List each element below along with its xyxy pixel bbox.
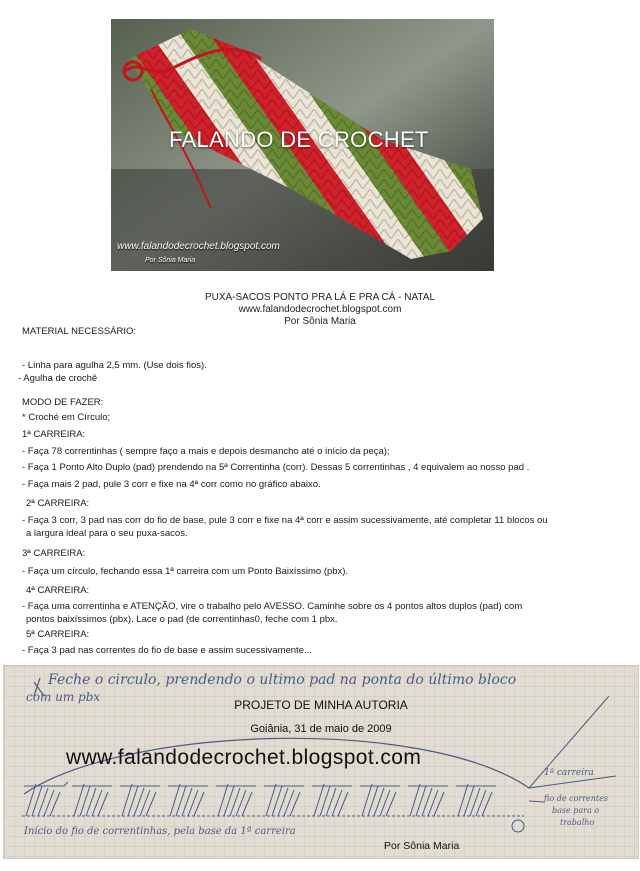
handwritten-note-top2: com um pbx	[26, 690, 101, 704]
material-item: - Agulha de crochê	[18, 373, 98, 384]
handwritten-note-bottom: Início do fio de correntinhas, pela base da 1ª carreira	[24, 826, 296, 837]
photo-url-watermark: www.falandodecrochet.blogspot.com	[117, 241, 280, 252]
handwritten-note-top: Feche o circulo, prendendo o ultimo pad na ponta do último bloco	[48, 672, 517, 688]
photo-brand-watermark: FALANDO DE CROCHET	[169, 127, 429, 152]
date-label: Goiânia, 31 de maio de 2009	[250, 723, 392, 735]
handwritten-note-right3: base para o	[552, 806, 600, 815]
row-1-line: - Faça 1 Ponto Alto Duplo (pad) prendendo na 5ª Correntinha (corr). Dessas 5 correntinhas , 4 equivalem ao nosso pad .	[22, 462, 530, 473]
handwritten-note-right2: fio de correntes	[544, 794, 608, 803]
material-heading: MATERIAL NECESSÁRIO:	[22, 326, 137, 337]
row-3-title: 3ª CARREIRA:	[22, 548, 86, 559]
project-label: PROJETO DE MINHA AUTORIA	[234, 698, 408, 712]
row-1-title: 1ª CARREIRA:	[22, 429, 86, 440]
row-4-title: 4ª CARREIRA:	[26, 585, 90, 596]
row-5-title: 5ª CARREIRA:	[26, 629, 90, 640]
photo-author-watermark: Por Sônia Maria	[145, 257, 196, 264]
method-heading: MODO DE FAZER:	[22, 397, 104, 408]
row-5-line: - Faça 3 pad nas correntes do fio de base e assim sucessivamente...	[22, 645, 312, 656]
row-4-line: pontos baixíssimos (pbx). Lace o pad (de correntinhas0, feche com 1 pbx.	[26, 614, 338, 625]
product-photo	[111, 19, 494, 271]
pattern-title: PUXA-SACOS PONTO PRA LÁ E PRA CÁ - NATAL	[204, 292, 436, 303]
blog-url: www.falandodecrochet.blogspot.com	[238, 304, 402, 315]
material-item: - Linha para agulha 2,5 mm. (Use dois fios).	[22, 360, 207, 371]
row-4-line: - Faça uma correntinha e ATENÇÃO, vire o trabalho pelo AVESSO. Caminhe sobre os 4 pontos altos duplos (pad) com	[22, 601, 523, 612]
row-2-line: a largura ideal para o seu puxa-sacos.	[26, 528, 188, 539]
method-note: * Croché em Círculo;	[22, 412, 111, 423]
row-1-line: - Faça mais 2 pad, pule 3 corr e fixe na 4ª corr como no gráfico abaixo.	[22, 479, 321, 490]
author-credit: Por Sônia Maria	[284, 316, 356, 327]
row-2-title: 2ª CARREIRA:	[26, 498, 90, 509]
row-1-line: - Faça 78 correntinhas ( sempre faço a mais e depois desmancho até o início da peça);	[22, 446, 390, 457]
handwritten-note-right1: 1ª carreira	[544, 768, 594, 778]
row-2-line: - Faça 3 corr, 3 pad nas corr do fio de base, pule 3 corr e fixe na 4ª corr e assim sucessivamente, até completar 11 blocos ou	[22, 515, 548, 526]
crochet-chart	[3, 665, 639, 859]
handwritten-note-right4: trabalho	[560, 818, 595, 827]
chart-signature: Por Sônia Maria	[384, 840, 460, 852]
chart-url: www.falandodecrochet.blogspot.com	[66, 746, 422, 769]
row-3-line: - Faça um círculo, fechando essa 1ª carreira com um Ponto Baixíssimo (pbx).	[22, 566, 349, 577]
